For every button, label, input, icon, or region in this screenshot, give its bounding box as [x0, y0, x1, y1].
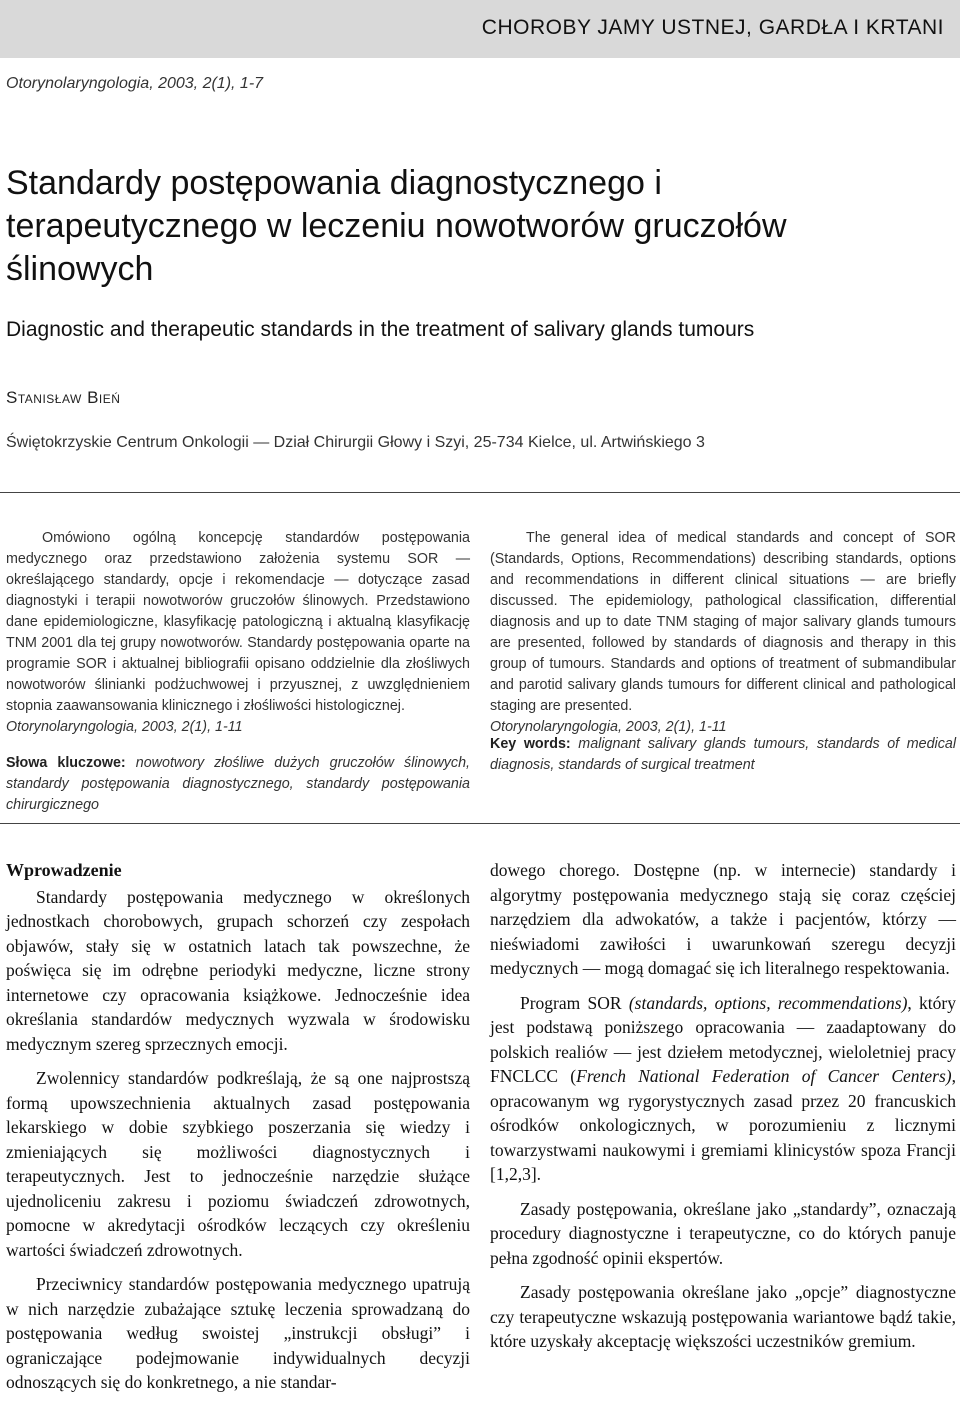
body-paragraph: Standardy postępowania medycznego w określonych jednostkach chorobowych, grupach schorzeń czy zespołach objawów, stały się w ostatnich latach tak powszechne, że poświęca się im odrębne periodyki medyczne, liczne strony internetowe czy opracowania książkowe. Jednocześnie idea określania standardów medycznych wyzwala w środowisku medycznym szereg sprzecznych emocji.: [6, 886, 470, 1054]
section-title: CHOROBY JAMY USTNEJ, GARDŁA I KRTANI: [481, 16, 944, 39]
body-paragraph: Przeciwnicy standardów postępowania medycznego upatrują w nich narzędzie zubażające sztukę leczenia sprowadzaną do postępowania według swoistej „instrukcji obsługi” i ograniczające podejmowanie indywidualnych decyzji odnoszących się do konkretnego, a nie standar-: [6, 1274, 470, 1392]
keywords-english-text: malignant salivary glands tumours, standards of medical diagnosis, standards of surgical treatment: [490, 736, 956, 773]
abstract-polish-text: Omówiono ogólną koncepcję standardów postępowania medycznego oraz przedstawiono założenia systemu SOR — określającego standardy, opcje i rekomendacje — dotyczące zasad diagnostyki i terapii nowotworów gruczołów ślinowych. Przedstawiono dane epidemiologiczne, klasyfikację patologiczną i aktualną klasyfikację TNM 2001 dla tej grupy nowotworów. Standardy postępowania oparte na programie SOR i aktualnej bibliografii opisano oddzielnie dla złośliwych nowotworów ślinianki podżuchwowej i przyusznej, z uwzględnieniem stopnia zaawansowania klinicznego i złośliwości histologicznej.: [6, 530, 470, 714]
abstract-english-citation: Otorynolaryngologia, 2003, 2(1), 1-11: [490, 719, 727, 735]
body-column-right: [490, 858, 956, 1364]
abstract-english-text: The general idea of medical standards and concept of SOR (Standards, Options, Recommendations) describing standards, options and recommendations in different clinical situations — are briefly discussed. The epidemiology, pathological classification, differential diagnosis and up to date TNM staging of major salivary glands tumours are presented, followed by standards of diagnosis and therapy in this group of tumours. Standards and options of treatment of submandibular and parotid salivary glands tumours for different clinical and pathological staging are presented.: [490, 530, 956, 714]
body-paragraph: Zwolennicy standardów podkreślają, że są one najprostszą formą upowszechnienia aktualnych zasad postępowania lekarskiego w dobie szybkiego poszerzania się wiedzy i zmieniających się możliwości diagnostycznych i terapeutycznych. Jest to jednocześnie narzędzie służące ujednoliceniu zakresu i poziomu świadczeń zdrowotnych, pomocne w akredytacji ośrodków leczących czy określeniu wartości świadczeń zdrowotnych.: [6, 1068, 470, 1260]
body-paragraph: [490, 991, 956, 1187]
abstract-polish-citation: Otorynolaryngologia, 2003, 2(1), 1-11: [6, 719, 243, 735]
keywords-polish: [6, 753, 470, 816]
body-text: , opracowanym wg rygorystycznych zasad przez 20 francuskich ośrodków onkologicznych, w porozumieniu z licznymi towarzystwami naukowymi i gremiami klinicystów spoza Francji [1,2,3].: [490, 1066, 956, 1184]
body-paragraph: dowego chorego. Dostępne (np. w internecie) standardy i algorytmy postępowania medycznego stają się coraz częściej narzędziem dla adwokatów, a także i pacjentów, którzy — nieświadomi zawiłości i uwarunkowań szeregu decyzji medycznych — mogą domagać się ich literalnego respektowania.: [490, 860, 956, 978]
abstract-polish: [6, 528, 470, 738]
keywords-english-label: Key words:: [490, 736, 571, 752]
divider-top: [0, 492, 960, 493]
body-text-italic: (standards, options, recommendations): [628, 992, 908, 1013]
section-heading: Wprowadzenie: [6, 860, 122, 880]
keywords-polish-label: Słowa kluczowe:: [6, 755, 126, 771]
author-name: Stanisław Bień: [6, 388, 121, 407]
article-title-english: Diagnostic and therapeutic standards in the treatment of salivary glands tumours: [6, 318, 755, 341]
body-paragraph: Zasady postępowania określane jako „opcje” diagnostyczne czy terapeutyczne wskazują postępowania wariantowe bądź takie, które uzyskały akceptację większości uczestników gremium.: [490, 1282, 956, 1351]
journal-citation: Otorynolaryngologia, 2003, 2(1), 1-7: [6, 75, 264, 92]
keywords-english: [490, 734, 956, 776]
abstract-english: [490, 528, 956, 738]
body-column-left: [6, 858, 470, 1405]
section-banner: [0, 0, 960, 58]
author-affiliation: Świętokrzyskie Centrum Onkologii — Dział Chirurgii Głowy i Szyi, 25-734 Kielce, ul. Artwińskiego 3: [6, 434, 705, 451]
divider-body: [0, 823, 960, 824]
body-text-italic: French National Federation of Cancer Centers): [576, 1066, 952, 1086]
keywords-polish-text: nowotwory złośliwe dużych gruczołów ślinowych, standardy postępowania diagnostycznego, standardy postępowania chirurgicznego: [6, 755, 470, 813]
body-paragraph: Zasady postępowania, określane jako „standardy”, oznaczają procedury diagnostyczne i terapeutyczne, co do których panuje pełna zgodność opinii ekspertów.: [490, 1198, 956, 1268]
article-title-polish: Standardy postępowania diagnostycznego i terapeutycznego w leczeniu nowotworów gruczołów ślinowych: [6, 164, 787, 288]
body-text: Program SOR: [520, 992, 622, 1013]
body-text: , który jest podstawą poniższego opracowania — zaadaptowany do polskich realiów — jest dziełem metodycznej, wieloletniej pracy FNCLCC (: [490, 992, 956, 1086]
